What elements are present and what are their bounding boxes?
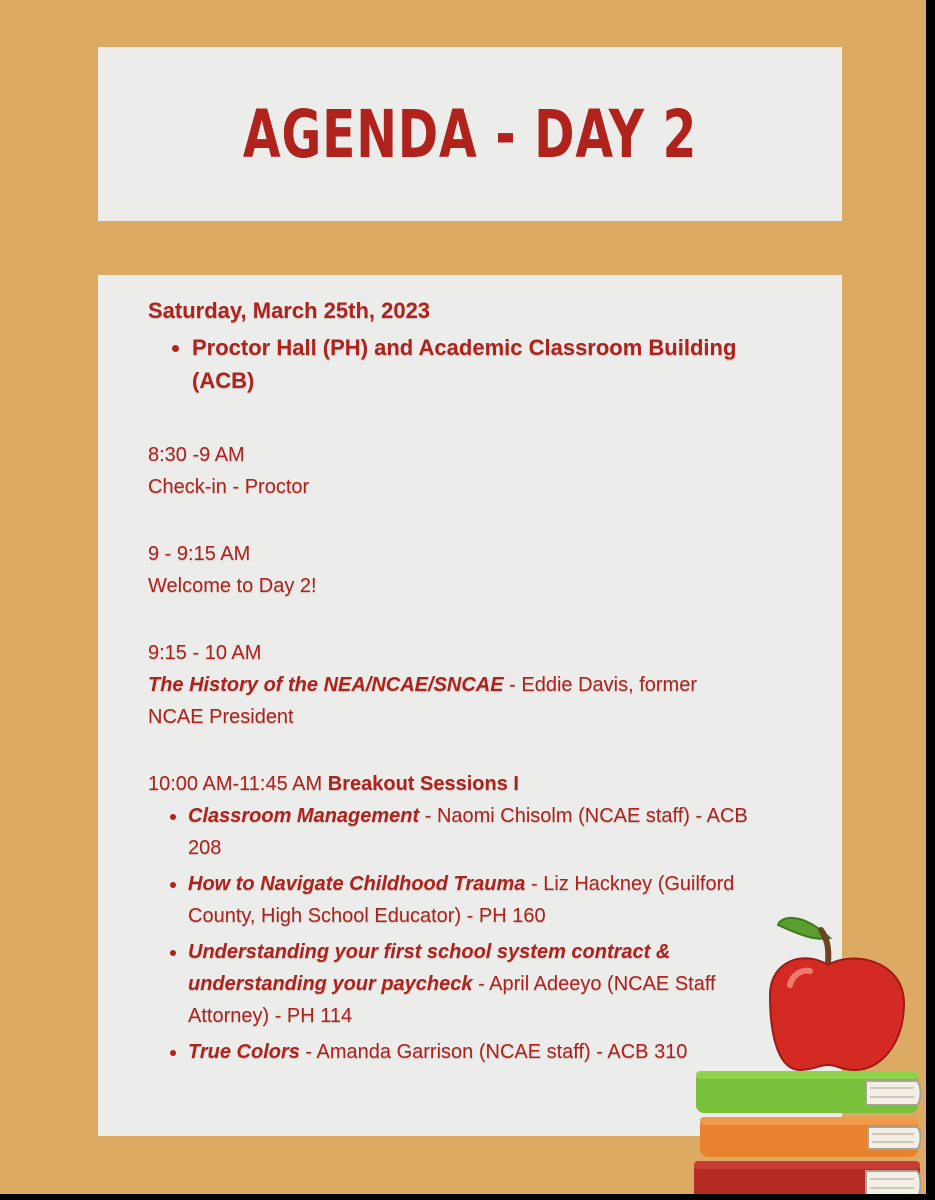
slot-time: 9 - 9:15 AM bbox=[148, 543, 251, 565]
event-date: Saturday, March 25th, 2023 bbox=[148, 298, 431, 323]
slot-description bbox=[148, 669, 748, 733]
list-item bbox=[188, 868, 748, 932]
venue-list bbox=[148, 331, 748, 397]
agenda-content bbox=[148, 295, 748, 1072]
agenda-slot bbox=[148, 439, 748, 503]
session-detail: - Liz Hackney (Guilford County, High School Educator) - PH 160 bbox=[188, 873, 735, 927]
breakout-heading bbox=[148, 768, 748, 800]
breakout-session-list bbox=[148, 800, 748, 1068]
page-title: AGENDA - DAY 2 bbox=[242, 95, 698, 173]
list-item bbox=[188, 1036, 748, 1068]
session-title: The History of the NEA/NCAE/SNCAE bbox=[148, 674, 504, 696]
slot-description: Check-in - Proctor bbox=[148, 476, 310, 498]
session-detail: - Amanda Garrison (NCAE staff) - ACB 310 bbox=[299, 1041, 688, 1063]
session-detail: - Naomi Chisolm (NCAE staff) - ACB 208 bbox=[188, 805, 748, 859]
agenda-slot bbox=[148, 538, 748, 602]
slot-time: 8:30 -9 AM bbox=[148, 444, 245, 466]
session-title: Understanding your first school system contract & understanding your paycheck bbox=[188, 941, 671, 995]
slot-description: Welcome to Day 2! bbox=[148, 575, 317, 597]
list-item bbox=[188, 800, 748, 864]
agenda-slot bbox=[148, 637, 748, 733]
session-detail: - Eddie Davis, former NCAE President bbox=[148, 674, 697, 728]
slot-time: 10:00 AM-11:45 AM bbox=[148, 773, 328, 795]
session-title: True Colors bbox=[188, 1041, 300, 1063]
session-title: Classroom Management bbox=[188, 805, 420, 827]
list-item bbox=[188, 936, 748, 1032]
slot-time: 9:15 - 10 AM bbox=[148, 642, 262, 664]
venue-item: • Proctor Hall (PH) and Academic Classroom Building (ACB) bbox=[192, 331, 748, 397]
breakout-label: Breakout Sessions I bbox=[327, 773, 519, 795]
apple-on-books-icon bbox=[690, 905, 926, 1194]
session-title: How to Navigate Childhood Trauma bbox=[188, 873, 526, 895]
breakout-block bbox=[148, 768, 748, 1068]
session-detail: - April Adeeyo (NCAE Staff Attorney) - PH 114 bbox=[188, 973, 716, 1027]
title-banner bbox=[98, 47, 842, 221]
